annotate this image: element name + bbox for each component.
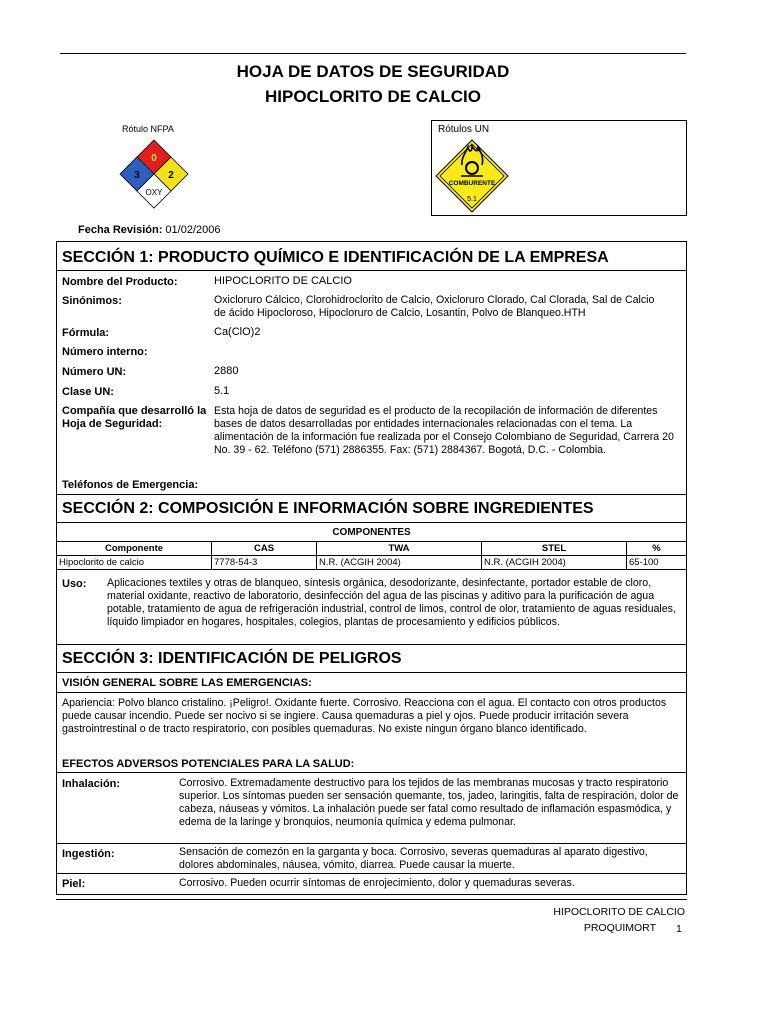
- ingestion-label: Ingestión:: [62, 848, 115, 860]
- footer-product: HIPOCLORITO DE CALCIO: [553, 906, 685, 918]
- product-title: HIPOCLORITO DE CALCIO: [265, 87, 481, 106]
- nfpa-health: 3: [134, 170, 140, 181]
- health-effects-title: EFECTOS ADVERSOS POTENCIALES PARA LA SALUD:: [62, 758, 355, 770]
- section2-top-rule: [56, 494, 687, 495]
- un-number-value: 2880: [214, 365, 239, 377]
- emergency-overview-text: Apariencia: Polvo blanco cristalino. ¡Peligro!. Oxidante fuerte. Corrosivo. Reacciona con el agua. El contacto con otros productos puede causar incendio. Puede ser nocivo si se ingiere. Causa quemaduras a piel y ojos. Puede producir irritación severa gastrointrestinal o de tracto respiratorio, con posibles quemaduras. No existe ningun órgano blanco identificado.: [62, 697, 667, 735]
- section3-top-rule: [56, 644, 687, 645]
- cell-percent: 65-100: [627, 556, 687, 570]
- components-table: [56, 541, 687, 570]
- un-placard-text: COMBURENTE: [448, 180, 496, 187]
- synonyms-value: Oxicloruro Cálcico, Clorohidroclorito de Calcio, Oxicloruro Clorado, Cal Clorada, Sal de Calcio de ácido Hipocloroso, Hipocloruro de Calcio, Losantin, Polvo de Blanqueo.HTH: [214, 294, 655, 319]
- emergency-overview-title: VISIÓN GENERAL SOBRE LAS EMERGENCIAS:: [62, 677, 312, 689]
- cell-twa: N.R. (ACGIH 2004): [317, 556, 482, 570]
- revision-date: [78, 224, 220, 236]
- col-header-cas: CAS: [212, 542, 317, 556]
- section1-rule: [56, 270, 687, 271]
- synonyms-label: Sinónimos:: [62, 295, 122, 307]
- document-title: HOJA DE DATOS DE SEGURIDAD: [236, 62, 510, 81]
- nfpa-diamond-icon: [118, 136, 190, 214]
- formula-label: Fórmula:: [62, 327, 110, 339]
- col-header-component: Componente: [57, 542, 212, 556]
- page-number: 1: [676, 923, 682, 935]
- effects-rule: [56, 772, 687, 773]
- components-title: COMPONENTES: [332, 527, 411, 538]
- un-placard-number: 5.1: [467, 196, 477, 203]
- nfpa-reactivity: 2: [168, 170, 174, 181]
- footer-rule: [56, 899, 687, 900]
- col-header-percent: %: [627, 542, 687, 556]
- formula-value: Ca(ClO)2: [214, 326, 261, 338]
- cell-cas: 7778-54-3: [212, 556, 317, 570]
- product-name-label: Nombre del Producto:: [62, 276, 178, 288]
- col-header-stel: STEL: [482, 542, 627, 556]
- use-value: Aplicaciones textiles y otras de blanqueo, síntesis orgánica, desodorizante, desinfectante, portador estable de cloro, material oxidante, reactivo de laboratorio, desinfección del agua de las piscinas y aditivo para la purificación de agua potable, tratamiento de agua de refrigeración industrial, control de limos, control de olor, tratamiento de aguas residuales, líquido limpiador en hogares, hospitales, colegios, plantas de procesamiento y edificios públicos.: [107, 577, 676, 628]
- oxidizer-placard-icon: [434, 138, 510, 214]
- un-class-label: Clase UN:: [62, 386, 114, 398]
- cell-component: Hipoclorito de calcio: [57, 556, 212, 570]
- nfpa-label: Rótulo NFPA: [122, 124, 174, 134]
- col-header-twa: TWA: [317, 542, 482, 556]
- un-class-value: 5.1: [214, 385, 230, 397]
- section3-title: SECCIÓN 3: IDENTIFICACIÓN DE PELIGROS: [62, 650, 402, 667]
- un-label-title: Rótulos UN: [438, 124, 490, 135]
- nfpa-special: OXY: [145, 188, 163, 197]
- emergency-phones-label: Teléfonos de Emergencia:: [62, 479, 199, 491]
- skin-value: Corrosivo. Pueden ocurrir síntomas de enrojecimiento, dolor y quemaduras severas.: [179, 877, 575, 889]
- table-header-row: [57, 542, 687, 556]
- inhalation-value: Corrosivo. Extremadamente destructivo para los tejidos de las membranas mucosas y tracto respiratorio superior. Los síntomas pueden ser sensación quemante, tos, jadeo, laringitis, falta de respiración, dolor de cabeza, náuseas y vómitos. La inhalación puede ser fatal como resultado de inflamación espasmódica, y edema de la laringe y bronquios, neumonía química y edema pulmonar.: [179, 777, 679, 828]
- cell-stel: N.R. (ACGIH 2004): [482, 556, 627, 570]
- revision-value: 01/02/2006: [165, 224, 221, 236]
- revision-label: Fecha Revisión:: [78, 224, 163, 236]
- product-name-value: HIPOCLORITO DE CALCIO: [214, 275, 352, 287]
- company-value: Esta hoja de datos de seguridad es el producto de la recopilación de información de diferentes bases de datos desarrolladas por entidades internacionales relacionadas con el tema. La alimentación de la información fue realizada por el Consejo Colombiano de Seguridad, Carrera 20 No. 39 - 62. Teléfono (571) 2886355. Fax: (571) 2884367. Bogotá, D.C. - Colombia.: [214, 405, 674, 456]
- section2-rule: [56, 522, 687, 523]
- section3-rule: [56, 672, 687, 673]
- section1-title: SECCIÓN 1: PRODUCTO QUÍMICO E IDENTIFICACIÓN DE LA EMPRESA: [62, 249, 609, 266]
- top-rule: [60, 53, 686, 54]
- skin-label: Piel:: [62, 878, 86, 890]
- internal-number-label: Número interno:: [62, 346, 148, 358]
- use-label: Uso:: [62, 578, 87, 590]
- footer-company: PROQUIMORT: [583, 922, 656, 934]
- ingestion-value: Sensación de comezón en la garganta y boca. Corrosivo, severas quemaduras al aparato digestivo, dolores abdominales, náusea, vómito, diarrea. Puede causar la muerte.: [179, 846, 648, 871]
- ingestion-rule: [56, 873, 687, 874]
- un-number-label: Número UN:: [62, 366, 127, 378]
- table-row: [57, 556, 687, 570]
- nfpa-flammability: 0: [151, 153, 157, 164]
- section2-title: SECCIÓN 2: COMPOSICIÓN E INFORMACIÓN SOBRE INGREDIENTES: [62, 500, 594, 517]
- inhalation-rule: [56, 843, 687, 844]
- company-label: Compañía que desarrolló la Hoja de Seguridad:: [62, 405, 207, 430]
- inhalation-label: Inhalación:: [62, 778, 121, 790]
- overview-rule: [56, 692, 687, 693]
